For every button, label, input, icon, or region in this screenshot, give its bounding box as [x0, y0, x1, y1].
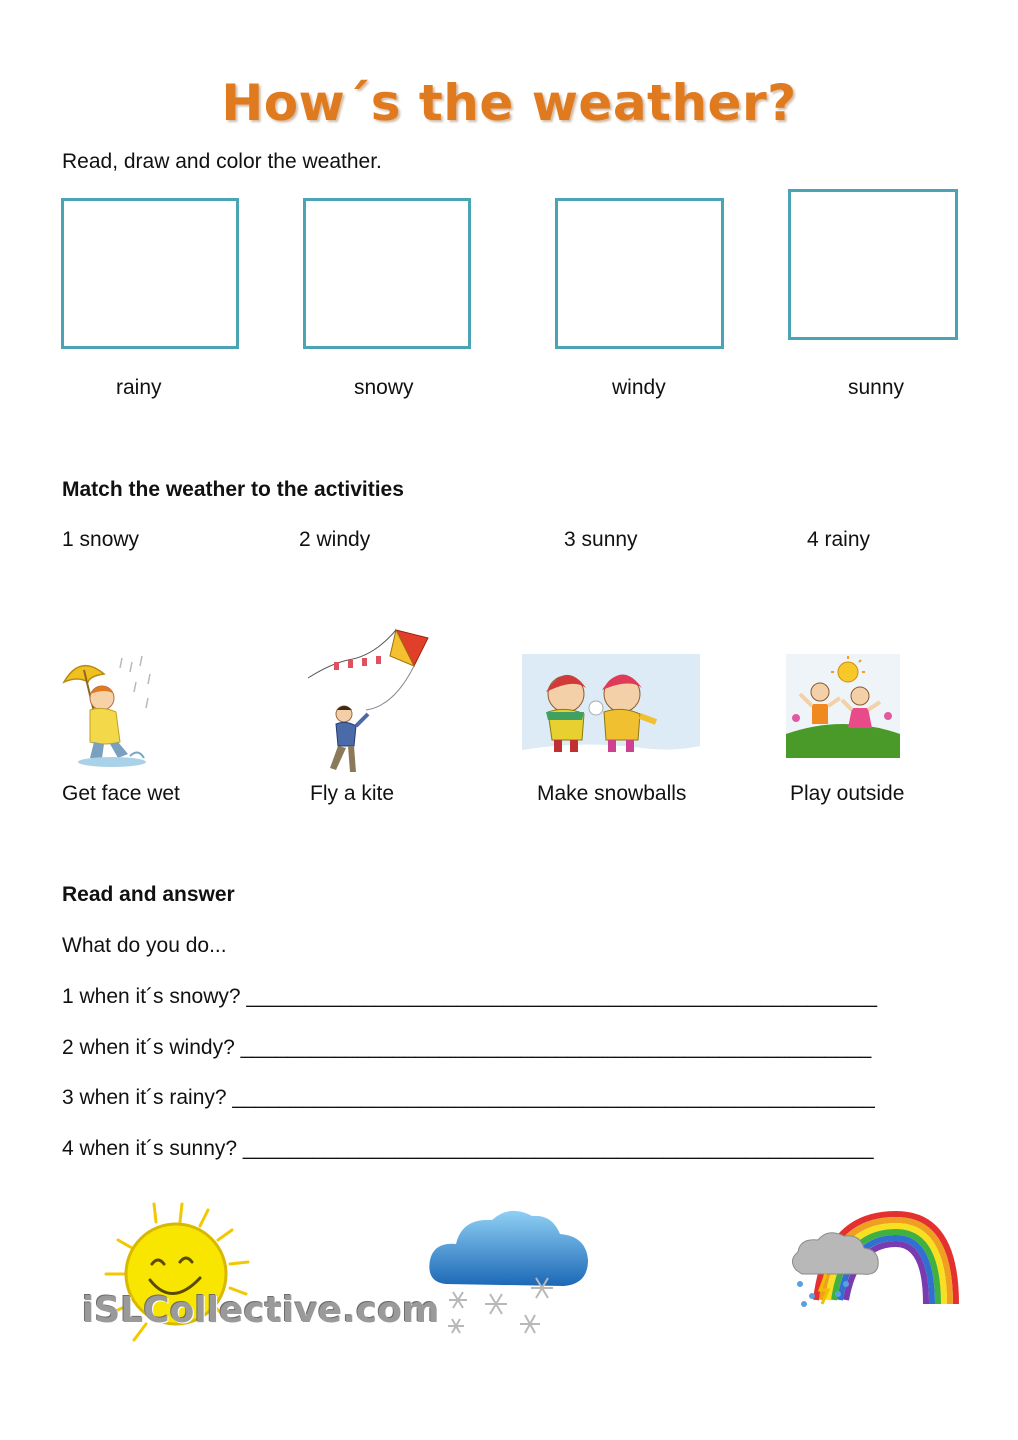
- snow-cloud-icon: [426, 1204, 592, 1340]
- match-item-4: 4 rainy: [807, 528, 871, 551]
- answer-heading: Read and answer: [62, 883, 235, 906]
- question-2[interactable]: 2 when it´s windy? ______________________________________________________: [62, 1036, 872, 1059]
- umbrella-child-image: [60, 652, 160, 770]
- watermark: iSLCollective.com: [82, 1290, 440, 1331]
- label-snowy: snowy: [354, 376, 414, 399]
- instruction: Read, draw and color the weather.: [62, 150, 382, 173]
- snowball-kids-image: [522, 654, 700, 770]
- activity-play-outside: Play outside: [790, 782, 905, 805]
- label-windy: windy: [612, 376, 666, 399]
- rainbow-storm-icon: [786, 1204, 962, 1316]
- answer-prompt: What do you do...: [62, 934, 227, 957]
- question-4[interactable]: 4 when it´s sunny? ______________________________________________________: [62, 1137, 874, 1160]
- match-item-1: 1 snowy: [62, 528, 140, 551]
- draw-box-rainy[interactable]: [61, 198, 239, 349]
- sunny-kids-image: [786, 654, 900, 758]
- question-3[interactable]: 3 when it´s rainy? _______________________________________________________: [62, 1086, 875, 1109]
- kite-boy-image: [304, 626, 430, 776]
- activity-get-face-wet: Get face wet: [62, 782, 180, 805]
- draw-box-sunny[interactable]: [788, 189, 958, 340]
- match-heading: Match the weather to the activities: [62, 478, 404, 501]
- match-item-3: 3 sunny: [564, 528, 638, 551]
- activity-fly-a-kite: Fly a kite: [310, 782, 395, 805]
- label-rainy: rainy: [116, 376, 162, 399]
- draw-box-snowy[interactable]: [303, 198, 471, 349]
- draw-box-windy[interactable]: [555, 198, 724, 349]
- label-sunny: sunny: [848, 376, 905, 399]
- activity-make-snowballs: Make snowballs: [537, 782, 687, 805]
- page-title: How´s the weather?: [221, 74, 797, 132]
- question-1[interactable]: 1 when it´s snowy? ______________________________________________________: [62, 985, 878, 1008]
- match-item-2: 2 windy: [299, 528, 371, 551]
